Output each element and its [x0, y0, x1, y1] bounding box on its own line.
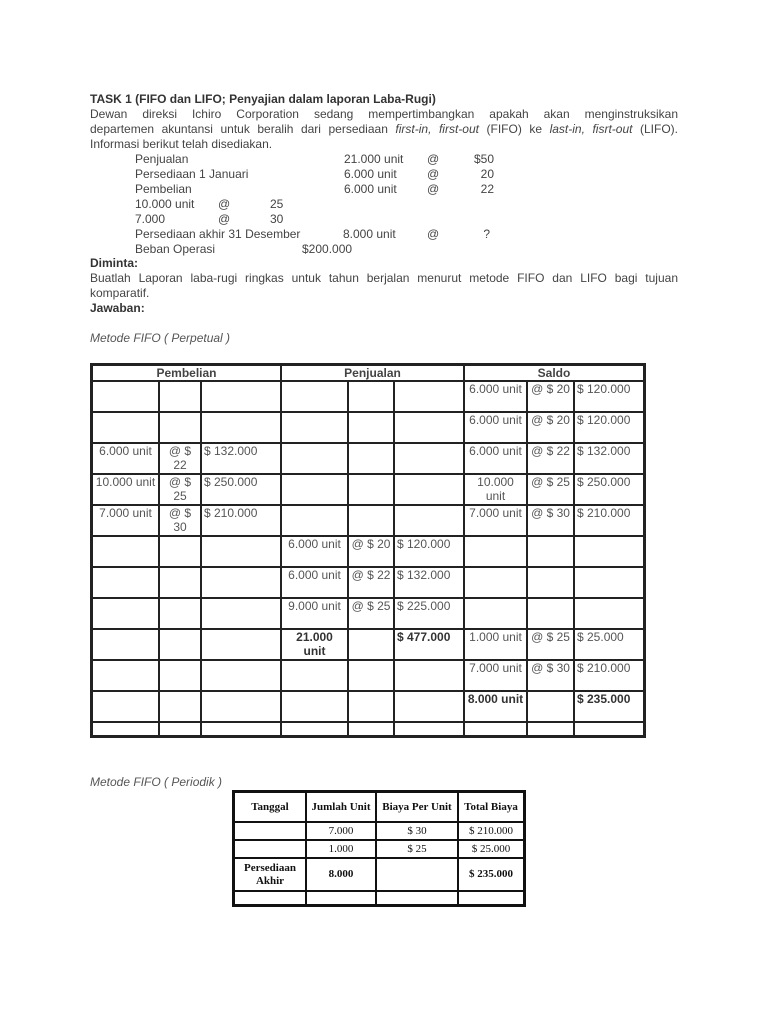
periodic-table-body — [234, 822, 524, 905]
table-cell — [234, 822, 306, 840]
table-header-row — [92, 365, 644, 381]
info-at: @ — [427, 167, 440, 181]
table-cell — [348, 722, 394, 736]
table-row — [92, 629, 644, 660]
fifo-perpetual-table — [90, 363, 646, 738]
table-cell: 1.000 unit — [464, 629, 527, 660]
diminta-line-1: Buatlah Laporan laba-rugi ringkas untuk tahun berjalan menurut metode FIFO dan LIFO bagi tujuan — [90, 271, 678, 285]
info-price: $50 — [473, 152, 494, 166]
table-cell: @ $ 20 — [527, 412, 574, 443]
perpetual-table-body — [92, 381, 644, 736]
table-cell: 6.000 unit — [464, 443, 527, 474]
purchase-at: @ — [218, 197, 231, 211]
table-cell: 7.000 unit — [92, 505, 159, 536]
intro-line-2 — [90, 122, 678, 137]
table-cell — [201, 629, 281, 660]
table-cell: @ $ 22 — [348, 567, 394, 598]
table-row — [92, 660, 644, 691]
info-qty: 21.000 unit — [344, 152, 404, 166]
header-saldo: Saldo — [464, 365, 644, 381]
table-cell: @ $ 25 — [527, 629, 574, 660]
table-cell: $ 120.000 — [574, 412, 644, 443]
table-cell — [348, 412, 394, 443]
info-at: @ — [427, 152, 440, 166]
table-row — [92, 412, 644, 443]
purchase-price: 30 — [270, 212, 284, 226]
header-jumlah-unit: Jumlah Unit — [306, 792, 376, 822]
table-cell: $ 210.000 — [574, 660, 644, 691]
table-cell — [527, 536, 574, 567]
table-row — [92, 722, 644, 736]
table-cell: 6.000 unit — [281, 567, 348, 598]
diminta-label: Diminta: — [90, 256, 138, 270]
table-cell: 1.000 — [306, 840, 376, 858]
table-cell — [281, 443, 348, 474]
table-cell: $ 132.000 — [574, 443, 644, 474]
table-cell — [201, 381, 281, 412]
table-cell — [394, 722, 464, 736]
table-cell — [281, 722, 348, 736]
table-cell — [159, 536, 201, 567]
table-cell — [574, 536, 644, 567]
header-total-biaya: Total Biaya — [458, 792, 524, 822]
table-cell: 6.000 unit — [281, 536, 348, 567]
info-label: Pembelian — [135, 182, 192, 196]
table-cell — [464, 722, 527, 736]
table-cell — [281, 412, 348, 443]
diminta-line-2: komparatif. — [90, 286, 150, 300]
info-qty: 6.000 unit — [344, 167, 397, 181]
table-cell: $ 235.000 — [574, 691, 644, 722]
table-cell: $ 210.000 — [574, 505, 644, 536]
table-row — [234, 891, 524, 905]
purchase-qty: 10.000 unit — [135, 197, 195, 211]
table-cell — [201, 660, 281, 691]
table-cell — [306, 891, 376, 905]
table-cell — [464, 567, 527, 598]
table-cell — [464, 536, 527, 567]
table-cell — [159, 567, 201, 598]
table-cell: @ $ 25 — [527, 474, 574, 505]
table-cell — [464, 598, 527, 629]
info-price: 20 — [480, 167, 494, 181]
table-cell — [394, 381, 464, 412]
info-price: 22 — [480, 182, 494, 196]
table-row — [234, 822, 524, 840]
ending-price: ? — [483, 227, 490, 241]
table-cell — [159, 381, 201, 412]
table-header-row — [234, 792, 524, 822]
table-cell: @ $ 30 — [527, 505, 574, 536]
table-cell — [394, 474, 464, 505]
table-cell: $ 25.000 — [574, 629, 644, 660]
purchase-at: @ — [218, 212, 231, 226]
table-cell: $ 25 — [376, 840, 458, 858]
table-cell — [201, 536, 281, 567]
intro-line-3: Informasi berikut telah disediakan. — [90, 137, 273, 151]
table-cell: @ $ 20 — [348, 536, 394, 567]
task-title: TASK 1 (FIFO dan LIFO; Penyajian dalam laporan Laba-Rugi) — [90, 92, 436, 106]
intro-line-2-text: departemen akuntansi untuk beralih dari persediaan — [90, 122, 396, 136]
table-cell — [92, 629, 159, 660]
table-cell: 10.000 unit — [92, 474, 159, 505]
intro-line-2-end: (LIFO). — [632, 122, 678, 136]
header-penjualan: Penjualan — [281, 365, 464, 381]
table-row — [234, 840, 524, 858]
table-cell: $ 120.000 — [574, 381, 644, 412]
header-tanggal: Tanggal — [234, 792, 306, 822]
table-cell — [92, 381, 159, 412]
intro-line-2-mid: (FIFO) ke — [478, 122, 550, 136]
table-cell: @ $ 25 — [159, 474, 201, 505]
table-cell: $ 225.000 — [394, 598, 464, 629]
table-cell — [159, 722, 201, 736]
table-cell: 9.000 unit — [281, 598, 348, 629]
table-cell — [527, 598, 574, 629]
table-cell — [348, 381, 394, 412]
table-cell — [574, 567, 644, 598]
table-row — [92, 598, 644, 629]
table-cell — [348, 660, 394, 691]
table-cell: 6.000 unit — [464, 381, 527, 412]
table-cell — [159, 691, 201, 722]
table-cell — [574, 598, 644, 629]
purchase-price: 25 — [270, 197, 284, 211]
table-cell — [527, 691, 574, 722]
table-cell: $ 235.000 — [458, 858, 524, 891]
table-cell: @ $ 30 — [527, 660, 574, 691]
table-row — [92, 381, 644, 412]
table-cell: $ 250.000 — [201, 474, 281, 505]
table-cell — [281, 505, 348, 536]
table-row — [234, 858, 524, 891]
table-cell — [574, 722, 644, 736]
table-cell: $ 120.000 — [394, 536, 464, 567]
table-cell — [348, 629, 394, 660]
table-cell — [201, 598, 281, 629]
table-cell — [92, 722, 159, 736]
table-row — [92, 443, 644, 474]
table-cell — [376, 858, 458, 891]
table-cell — [201, 722, 281, 736]
ending-qty: 8.000 unit — [343, 227, 396, 241]
info-label: Penjualan — [135, 152, 189, 166]
table-cell: Persediaan Akhir — [234, 858, 306, 891]
info-qty: 6.000 unit — [344, 182, 397, 196]
table-cell: 21.000 unit — [281, 629, 348, 660]
table-row — [92, 505, 644, 536]
table-cell: 8.000 — [306, 858, 376, 891]
table-cell: @ $ 22 — [527, 443, 574, 474]
table-cell — [348, 505, 394, 536]
method-periodic-heading: Metode FIFO ( Periodik ) — [90, 775, 223, 789]
table-cell — [527, 722, 574, 736]
table-cell — [281, 381, 348, 412]
table-cell: 6.000 unit — [464, 412, 527, 443]
table-cell — [201, 691, 281, 722]
table-cell — [394, 691, 464, 722]
table-cell: 10.000 unit — [464, 474, 527, 505]
table-cell: $ 477.000 — [394, 629, 464, 660]
ending-at: @ — [427, 227, 440, 241]
jawaban-label: Jawaban: — [90, 301, 145, 315]
table-cell: $ 132.000 — [394, 567, 464, 598]
table-cell — [92, 567, 159, 598]
table-cell — [394, 660, 464, 691]
table-cell — [348, 443, 394, 474]
table-cell — [281, 691, 348, 722]
table-row — [92, 567, 644, 598]
method-perpetual-heading: Metode FIFO ( Perpetual ) — [90, 331, 231, 345]
table-cell — [159, 412, 201, 443]
intro-line-1: Dewan direksi Ichiro Corporation sedang mempertimbangkan apakah akan menginstruksikan — [90, 107, 678, 121]
table-cell — [281, 660, 348, 691]
table-cell — [201, 412, 281, 443]
table-cell: $ 30 — [376, 822, 458, 840]
table-cell: $ 210.000 — [458, 822, 524, 840]
table-cell — [201, 567, 281, 598]
table-cell — [92, 660, 159, 691]
table-cell: 8.000 unit — [464, 691, 527, 722]
fifo-periodic-table — [232, 790, 526, 907]
opex-label: Beban Operasi — [135, 242, 216, 256]
table-cell: @ $ 22 — [159, 443, 201, 474]
table-cell — [92, 536, 159, 567]
table-cell — [92, 691, 159, 722]
table-cell — [234, 840, 306, 858]
table-cell — [376, 891, 458, 905]
table-cell: @ $ 30 — [159, 505, 201, 536]
header-pembelian: Pembelian — [92, 365, 281, 381]
table-cell — [159, 629, 201, 660]
table-row — [92, 474, 644, 505]
table-cell — [159, 660, 201, 691]
table-cell — [348, 474, 394, 505]
ending-label: Persediaan akhir 31 Desember — [135, 227, 301, 241]
table-cell: @ $ 25 — [348, 598, 394, 629]
table-cell — [92, 598, 159, 629]
table-cell: $ 25.000 — [458, 840, 524, 858]
table-cell: $ 132.000 — [201, 443, 281, 474]
table-cell — [159, 598, 201, 629]
table-cell: @ $ 20 — [527, 381, 574, 412]
table-row — [92, 691, 644, 722]
table-cell: $ 210.000 — [201, 505, 281, 536]
table-cell — [394, 412, 464, 443]
table-cell — [394, 443, 464, 474]
table-cell — [527, 567, 574, 598]
info-at: @ — [427, 182, 440, 196]
lifo-term: last-in, fisrt-out — [549, 122, 633, 136]
table-cell: 7.000 unit — [464, 505, 527, 536]
table-cell: 6.000 unit — [92, 443, 159, 474]
opex-value: $200.000 — [302, 242, 353, 256]
purchase-qty: 7.000 — [135, 212, 166, 226]
table-cell — [92, 412, 159, 443]
table-cell — [348, 691, 394, 722]
table-cell — [394, 505, 464, 536]
fifo-term: first-in, first-out — [395, 122, 479, 136]
table-row — [92, 536, 644, 567]
table-cell — [458, 891, 524, 905]
table-cell: 7.000 — [306, 822, 376, 840]
table-cell — [234, 891, 306, 905]
table-cell: 7.000 unit — [464, 660, 527, 691]
header-biaya-per-unit: Biaya Per Unit — [376, 792, 458, 822]
table-cell: $ 250.000 — [574, 474, 644, 505]
info-label: Persediaan 1 Januari — [135, 167, 249, 181]
table-cell — [281, 474, 348, 505]
